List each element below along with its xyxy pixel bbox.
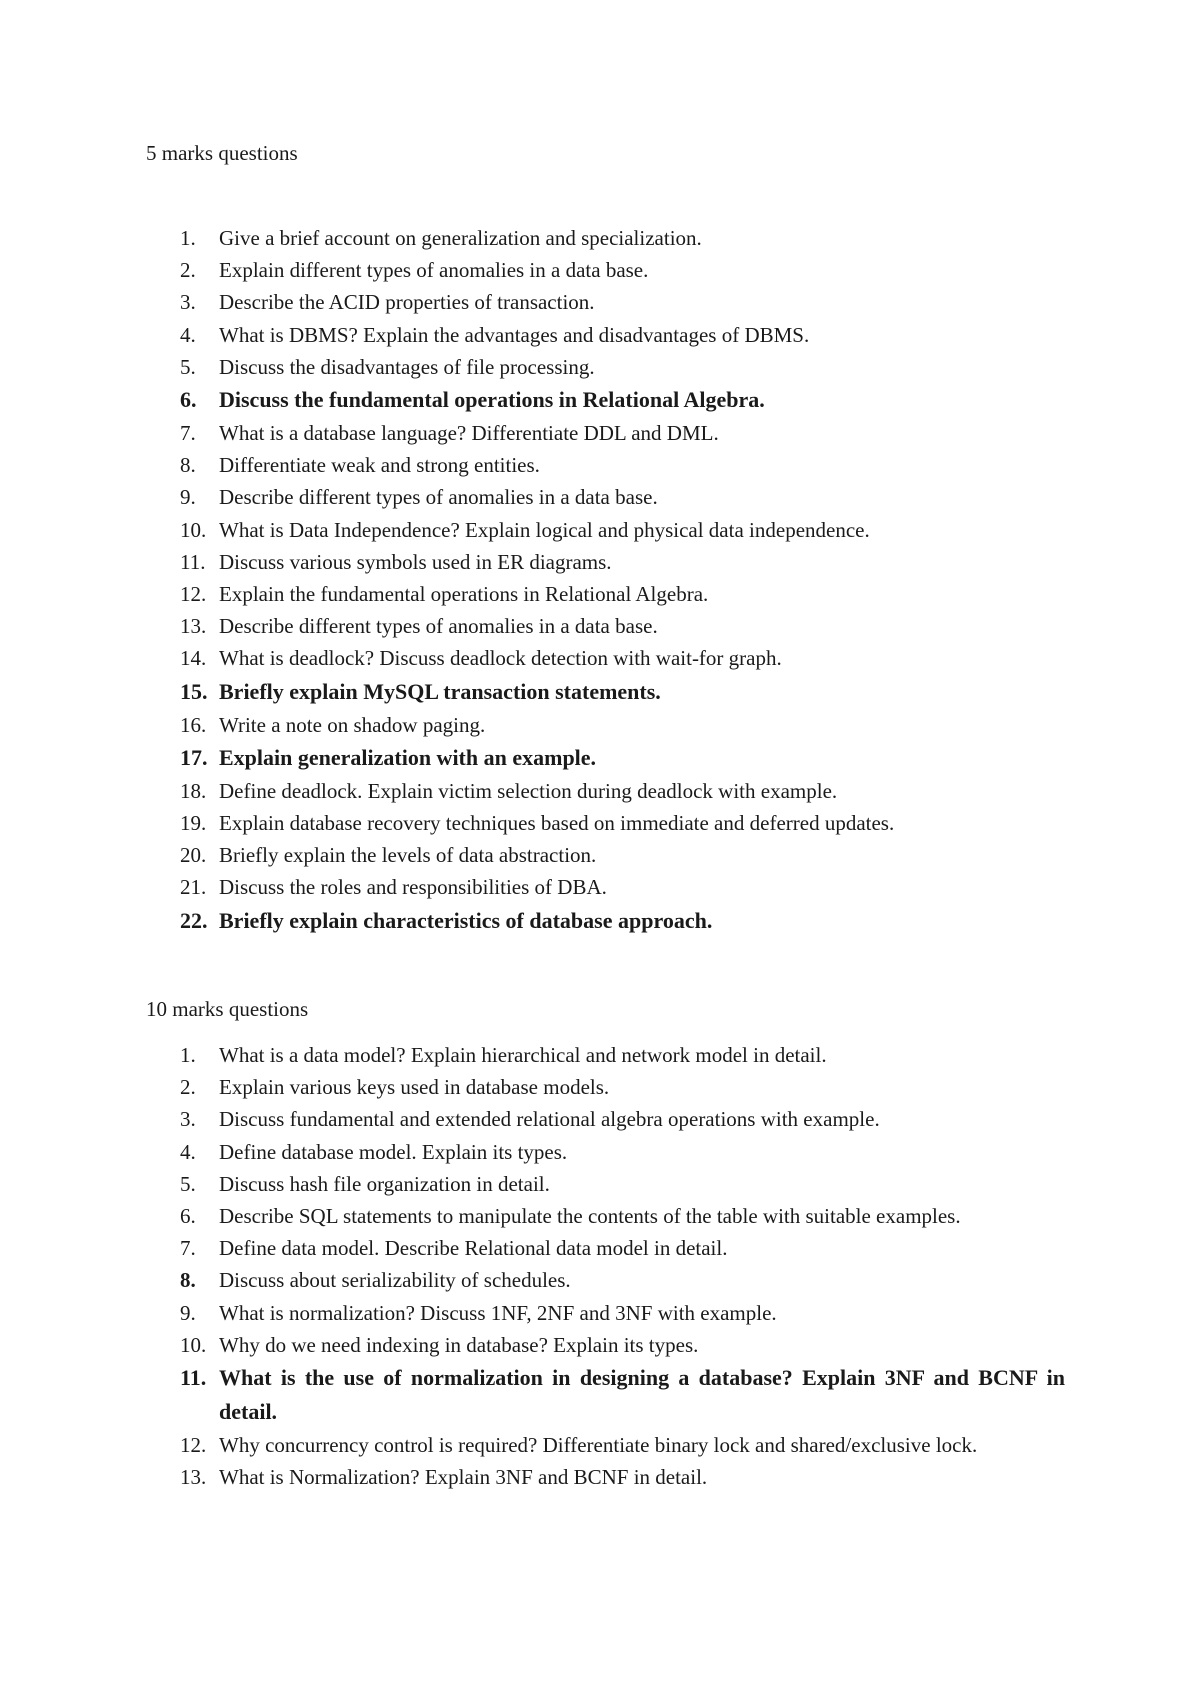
list-item: 7. What is a database language? Differentiate DDL and DML. xyxy=(180,421,719,446)
list-item: 16. Write a note on shadow paging. xyxy=(180,712,486,737)
list-item: 13. What is Normalization? Explain 3NF and BCNF in detail. xyxy=(180,1465,708,1490)
list-item: 1. What is a data model? Explain hierarchical and network model in detail. xyxy=(180,1043,827,1067)
list-item: 2. Explain different types of anomalies in a data base. xyxy=(180,258,649,283)
list-item: 4. Define database model. Explain its types. xyxy=(180,1139,568,1164)
list-item: 11. Discuss various symbols used in ER diagrams. xyxy=(180,549,612,574)
list-item: 8. Differentiate weak and strong entities. xyxy=(180,453,540,478)
list-item: 12. Explain the fundamental operations in Relational Algebra. xyxy=(180,582,709,607)
list-item-bold: 17. Explain generalization with an example. xyxy=(180,744,597,770)
list-item: 1. Give a brief account on generalization and specialization. xyxy=(180,226,702,250)
list-item: 4. What is DBMS? Explain the advantages and disadvantages of DBMS. xyxy=(180,322,810,347)
list-item: 19. Explain database recovery techniques based on immediate and deferred updates. xyxy=(180,811,895,836)
list-item: 8. Discuss about serializability of schedules. xyxy=(180,1268,571,1293)
list-item: 18. Define deadlock. Explain victim selection during deadlock with example. xyxy=(180,778,838,803)
list-item-bold: 15. Briefly explain MySQL transaction statements. xyxy=(180,678,661,704)
list-item: 9. Describe different types of anomalies in a data base. xyxy=(180,485,658,510)
list-item-bold: 22. Briefly explain characteristics of database approach. xyxy=(180,907,713,933)
section-title-10-marks: 10 marks questions xyxy=(146,997,309,1021)
list-item: 2. Explain various keys used in database models. xyxy=(180,1075,610,1100)
list-item: 20. Briefly explain the levels of data abstraction. xyxy=(180,843,597,868)
list-item: 14. What is deadlock? Discuss deadlock detection with wait-for graph. xyxy=(180,646,782,671)
list-item: 9. What is normalization? Discuss 1NF, 2NF and 3NF with example. xyxy=(180,1300,777,1325)
list-item: 6. Describe SQL statements to manipulate the contents of the table with suitable examples. xyxy=(180,1204,961,1229)
question-list-5-marks xyxy=(0,222,1200,938)
list-item-bold: 6. Discuss the fundamental operations in Relational Algebra. xyxy=(180,387,765,413)
list-item: 21. Discuss the roles and responsibilities of DBA. xyxy=(180,875,607,900)
list-item: 7. Define data model. Describe Relational data model in detail. xyxy=(180,1236,728,1261)
list-item: 12. Why concurrency control is required? Differentiate binary lock and shared/exclusive lock. xyxy=(180,1433,978,1458)
question-list-10-marks xyxy=(0,1039,1200,1493)
list-item: 3. Describe the ACID properties of transaction. xyxy=(180,290,595,315)
list-item: 5. Discuss hash file organization in detail. xyxy=(180,1171,550,1196)
list-item-bold: 11. What is the use of normalization in designing a database? Explain 3NF and BCNF in detail. xyxy=(180,1365,1065,1425)
section-title-5-marks: 5 marks questions xyxy=(146,141,298,165)
list-item: 5. Discuss the disadvantages of file processing. xyxy=(180,354,595,379)
list-item: 13. Describe different types of anomalies in a data base. xyxy=(180,614,658,639)
list-item: 3. Discuss fundamental and extended relational algebra operations with example. xyxy=(180,1107,880,1132)
list-item: 10. What is Data Independence? Explain logical and physical data independence. xyxy=(180,517,870,542)
list-item: 10. Why do we need indexing in database? Explain its types. xyxy=(180,1332,699,1357)
